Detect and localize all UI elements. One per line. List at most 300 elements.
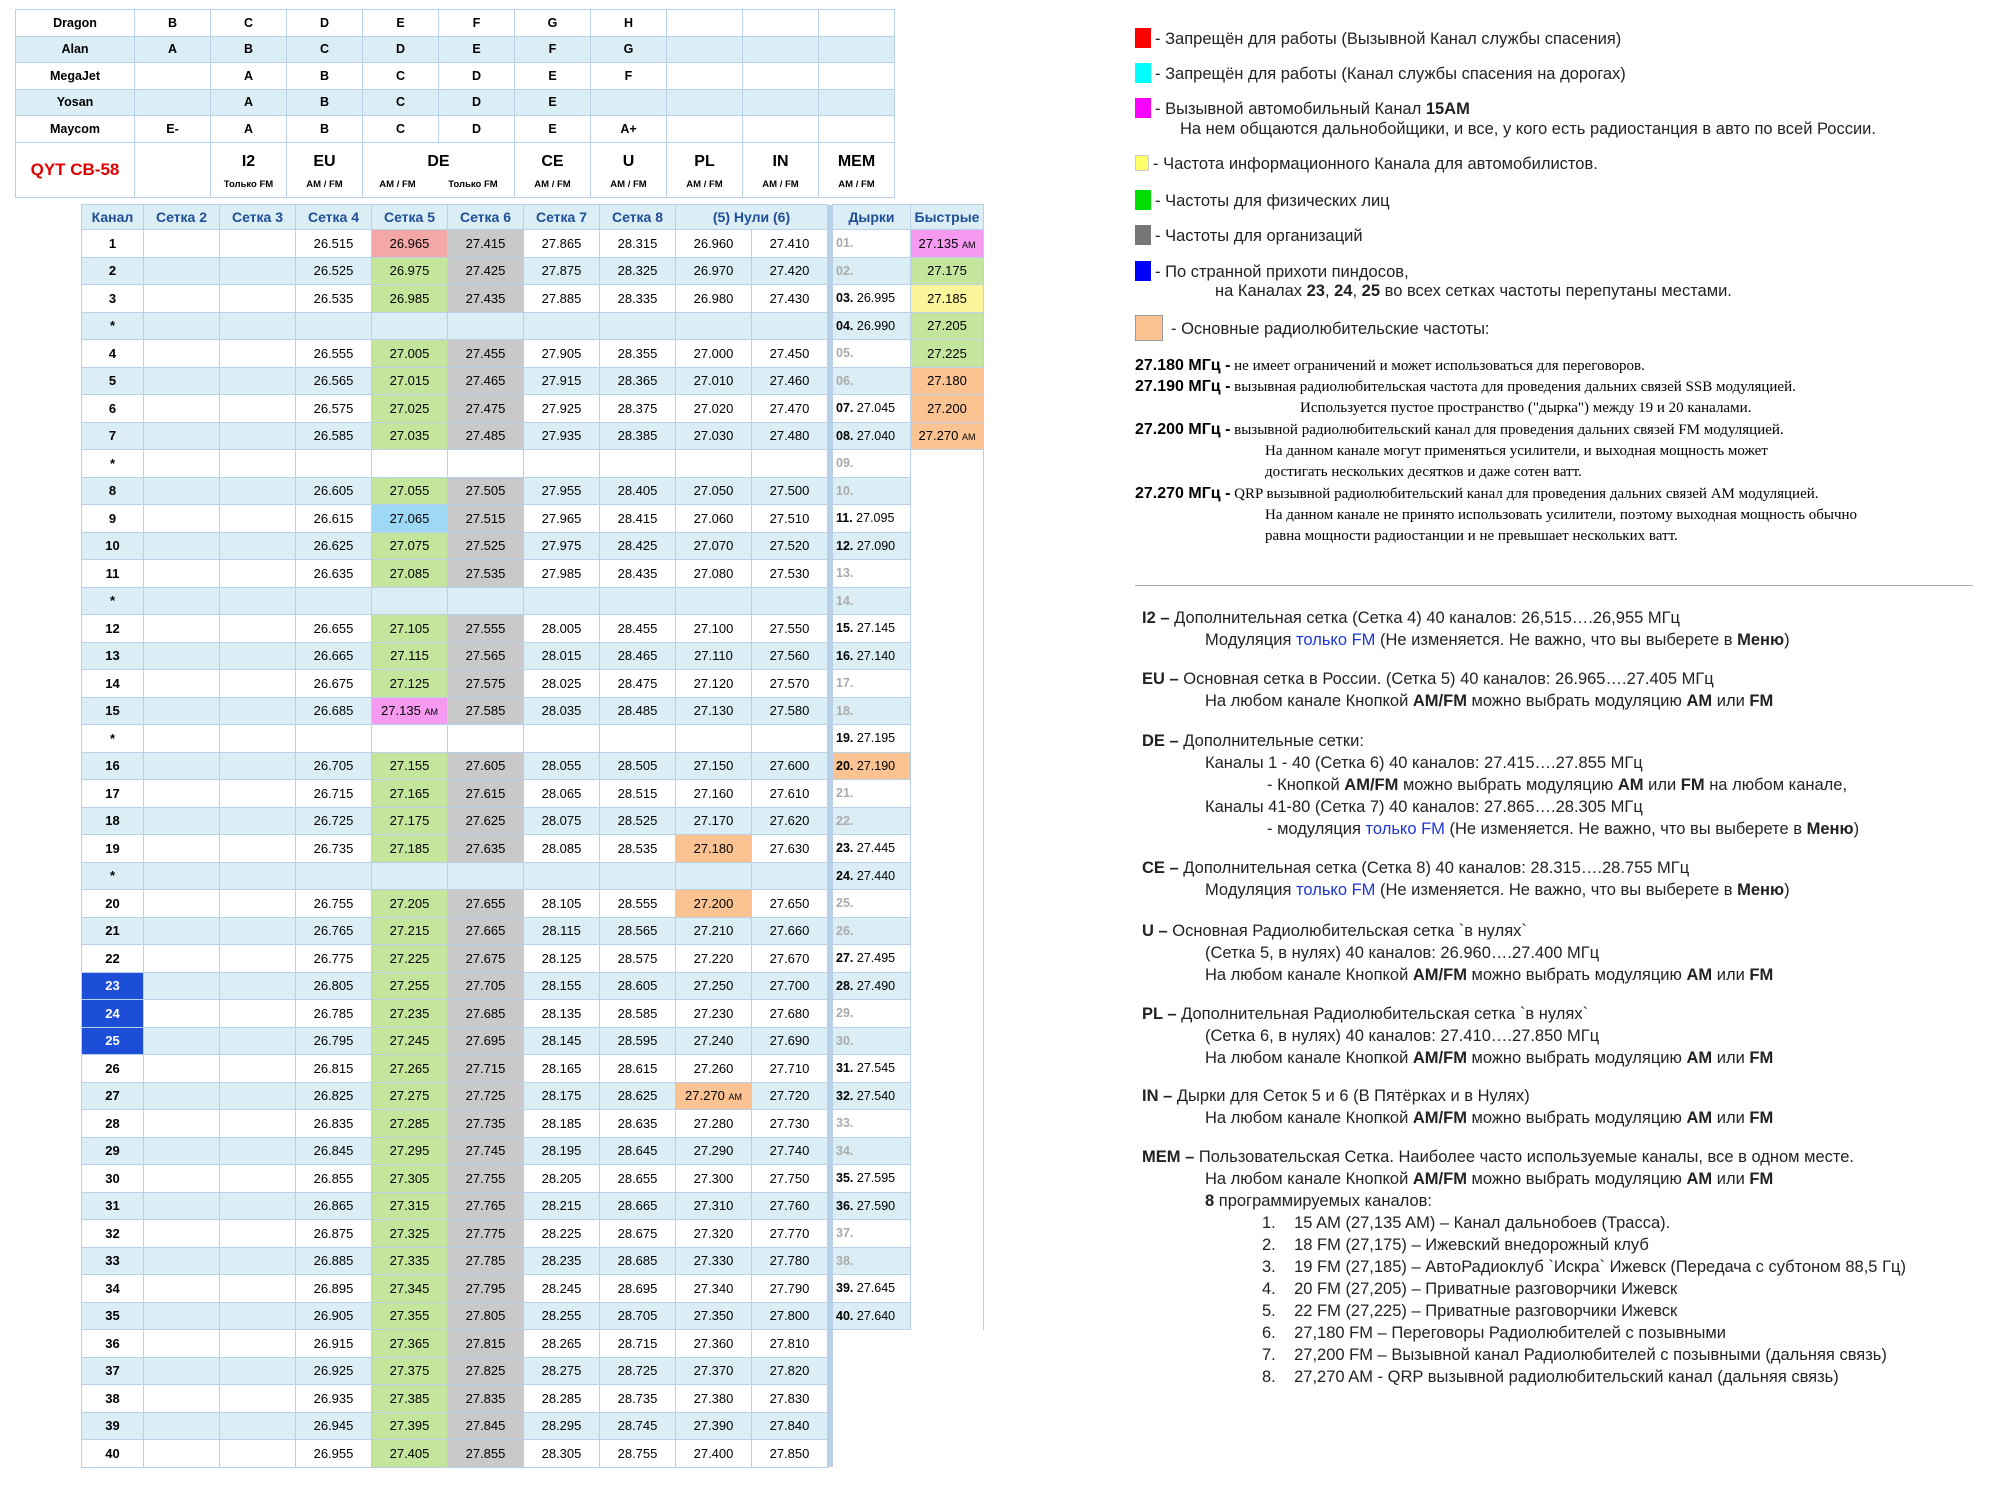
grid3-cell [220,1247,296,1275]
grid2-cell [144,395,220,423]
frequency-value: 27.075 [389,538,430,554]
hole-cell [833,1110,911,1138]
frequency-cell [600,1440,676,1468]
frequency-value: 26.825 [313,1088,354,1104]
frequency-cell [524,862,600,890]
amateur-frequency-key: 27.270 МГц - [1135,485,1231,502]
frequency-value: 28.335 [617,290,658,306]
frequency-cell [676,725,752,753]
frequency-cell [296,1357,372,1385]
frequency-cell [676,1220,752,1248]
frequency-cell [676,1165,752,1193]
frequency-cell [600,917,676,945]
frequency-value: 27.790 [769,1280,810,1296]
frequency-cell [600,1192,676,1220]
mem-program-item: 4. 20 FM (27,205) – Приватные разговорчики Ижевск [1262,1280,1678,1298]
frequency-cell [372,1082,448,1110]
frequency-cell [752,1385,828,1413]
frequency-value: 27.925 [541,400,582,416]
frequency-value: 27.120 [693,675,734,691]
brand-letter [667,116,743,143]
frequency-value: 27.785 [465,1253,506,1269]
frequency-cell [676,780,752,808]
qyt-modulation: AM / FM [610,179,647,190]
memory-cell [911,1082,984,1110]
frequency-cell [524,945,600,973]
brand-letter: E [515,116,591,143]
frequency-value: 28.525 [617,813,658,829]
frequency-cell [448,340,524,368]
grid2-cell [144,505,220,533]
frequency-value: 27.350 [693,1308,734,1324]
hole-frequency: 27.440 [856,868,896,883]
memory-cell [911,477,984,505]
frequency-value: 27.565 [465,648,506,664]
frequency-value: 28.645 [617,1143,658,1159]
hole-frequency: 27.195 [856,731,896,746]
frequency-value: 28.255 [541,1308,582,1324]
frequency-value: 27.210 [693,923,734,939]
grid2-cell [144,312,220,340]
frequency-value: 28.035 [541,703,582,719]
brand-letter: E [515,63,591,90]
hole-cell [833,257,911,285]
cyan-swatch [1135,63,1151,83]
am-suffix: AM [424,707,438,718]
memory-cell [911,890,984,918]
divider [1135,585,1973,586]
memory-frequency: 27.205 [927,318,967,334]
frequency-cell [524,1330,600,1358]
frequency-cell [600,642,676,670]
frequency-cell [524,560,600,588]
frequency-cell [676,560,752,588]
frequency-value: 27.690 [769,1033,810,1049]
frequency-cell [600,1082,676,1110]
net-in: IN – Дырки для Сеток 5 и 6 (В Пятёрках и в Нулях) На любом канале Кнопкой AM/FM можно выбрать модуляцию AM или FM [1142,1087,1774,1127]
frequency-value: 26.535 [313,290,354,306]
frequency-cell [372,257,448,285]
frequency-value: 27.395 [389,1418,430,1434]
frequency-cell [600,587,676,615]
frequency-cell [676,972,752,1000]
frequency-value: 27.825 [465,1363,506,1379]
frequency-value: 28.385 [617,428,658,444]
frequency-cell [752,972,828,1000]
frequency-value: 27.750 [769,1170,810,1186]
frequency-value: 28.575 [617,950,658,966]
frequency-value: 27.600 [769,758,810,774]
frequency-cell [372,395,448,423]
frequency-value: 26.705 [313,758,354,774]
brand-letter: A [211,116,287,143]
frequency-cell [372,1000,448,1028]
frequency-cell [600,945,676,973]
grid2-cell [144,670,220,698]
mem-program-item: 8. 27,270 AM - QRP вызывной радиолюбительский канал (дальняя связь) [1262,1368,1839,1386]
grid3-cell [220,1000,296,1028]
channel-number: 21 [82,917,144,945]
frequency-value: 27.200 [693,895,734,911]
hole-frequency: 27.590 [856,1198,896,1213]
frequency-cell [752,1247,828,1275]
hole-number: 06. [836,373,854,388]
orange-swatch [1135,315,1163,341]
empty-cell [833,1357,911,1385]
frequency-value: 28.285 [541,1390,582,1406]
empty-cell [911,1357,984,1385]
grid3-cell [220,780,296,808]
frequency-cell [372,285,448,313]
channel-number: 30 [82,1165,144,1193]
frequency-cell [448,697,524,725]
brand-letter: H [591,10,667,37]
frequency-value: 28.065 [541,785,582,801]
grid2-cell [144,917,220,945]
frequency-cell [524,1165,600,1193]
grid3-cell [220,1330,296,1358]
channel-number: 12 [82,615,144,643]
frequency-cell [372,532,448,560]
frequency-cell [372,1027,448,1055]
frequency-value: 27.450 [769,345,810,361]
frequency-cell [524,642,600,670]
brand-letter: F [515,36,591,63]
frequency-value: 27.510 [769,510,810,526]
frequency-value: 27.720 [769,1088,810,1104]
frequency-cell [372,1192,448,1220]
frequency-cell [372,670,448,698]
frequency-cell [448,1000,524,1028]
frequency-value: 27.765 [465,1198,506,1214]
frequency-cell [448,1165,524,1193]
frequency-cell [600,1247,676,1275]
frequency-cell [676,1440,752,1468]
frequency-cell [372,560,448,588]
empty-cell [911,1440,984,1468]
frequency-value: 27.295 [389,1143,430,1159]
frequency-cell [524,1357,600,1385]
frequency-cell [524,1247,600,1275]
brand-letter: D [439,63,515,90]
mem-program-item: 3. 19 FM (27,185) – АвтоРадиоклуб `Искра` Ижевск (Передача с субтоном 88,5 Гц) [1262,1258,1906,1276]
hole-number: 40. [836,1308,854,1323]
frequency-value: 28.725 [617,1363,658,1379]
frequency-value: 27.205 [389,895,430,911]
frequency-cell [676,1302,752,1330]
qyt-modulation: AM / FM [379,179,416,190]
grid2-cell [144,1027,220,1055]
frequency-cell [600,1110,676,1138]
grid2-cell [144,422,220,450]
frequency-value: 26.885 [313,1253,354,1269]
hole-cell [833,1165,911,1193]
frequency-value: 26.935 [313,1390,354,1406]
grid3-cell [220,972,296,1000]
frequency-cell [296,615,372,643]
qyt-net-cell [515,142,591,197]
net-i2: I2 – Дополнительная сетка (Сетка 4) 40 каналов: 26,515….26,955 МГц Модуляция только FM (Не изменяется. Не важно, что вы выберете в Меню) [1142,609,1790,649]
grid2-cell [144,1110,220,1138]
frequency-value: 27.070 [693,538,734,554]
frequency-cell [296,807,372,835]
frequency-value: 28.195 [541,1143,582,1159]
frequency-value: 27.100 [693,620,734,636]
frequency-cell [752,1082,828,1110]
frequency-cell [448,450,524,478]
grid2-cell [144,780,220,808]
frequency-value: 28.465 [617,648,658,664]
frequency-cell [524,395,600,423]
frequency-value: 28.055 [541,758,582,774]
frequency-value: 27.225 [389,950,430,966]
brand-letter [819,10,895,37]
channel-number: 15 [82,697,144,725]
frequency-cell [524,1110,600,1138]
mem-program-item: 7. 27,200 FM – Вызывной канал Радиолюбителей с позывными (дальняя связь) [1262,1346,1887,1364]
frequency-value: 27.515 [465,510,506,526]
frequency-cell [524,835,600,863]
qyt-net-name: EU [313,153,336,170]
grid3-cell [220,725,296,753]
brand-letter [819,63,895,90]
brand-letter: B [287,63,363,90]
mem-program-item: 6. 27,180 FM – Переговоры Радиолюбителей с позывными [1262,1324,1726,1342]
frequency-cell [600,780,676,808]
frequency-cell [448,532,524,560]
memory-frequency: 27.270 [918,428,959,444]
frequency-cell [600,890,676,918]
frequency-cell [676,285,752,313]
frequency-value: 27.130 [693,703,734,719]
frequency-value: 27.555 [465,620,506,636]
frequency-cell [296,532,372,560]
frequency-value: 26.855 [313,1170,354,1186]
frequency-value: 27.220 [693,950,734,966]
hole-cell [833,1000,911,1028]
hole-number: 30. [836,1033,854,1048]
frequency-value: 27.820 [769,1363,810,1379]
frequency-cell [296,862,372,890]
brand-letter [667,89,743,116]
frequency-cell [600,1330,676,1358]
frequency-value: 28.755 [617,1445,658,1461]
frequency-value: 27.420 [769,263,810,279]
frequency-value: 27.695 [465,1033,506,1049]
memory-cell [911,367,984,395]
hole-cell [833,230,911,258]
frequency-cell [296,505,372,533]
frequency-value: 27.315 [389,1198,430,1214]
frequency-cell [448,670,524,698]
frequency-cell [296,340,372,368]
hole-number: 13. [836,566,854,581]
frequency-value: 27.575 [465,675,506,691]
amateur-frequency-key: 27.200 МГц - [1135,421,1231,438]
hole-frequency: 27.040 [856,428,896,443]
frequency-cell [296,725,372,753]
frequency-cell [524,340,600,368]
empty-cell [911,1385,984,1413]
hole-cell [833,340,911,368]
frequency-value: 27.300 [693,1170,734,1186]
hole-frequency: 26.990 [856,318,896,333]
channel-number: 25 [82,1027,144,1055]
frequency-cell [448,752,524,780]
frequency-value: 26.805 [313,978,354,994]
qyt-modulation: AM / FM [838,179,875,190]
net-pl: PL – Дополнительная Радиолюбительская сетка `в нулях` (Сетка 6, в нулях) 40 каналов: 27.410….27.850 МГц На любом канале Кнопкой AM/FM можно выбрать модуляцию AM или FM [1142,1005,1774,1067]
col-header: Сетка 8 [600,205,676,230]
frequency-cell [448,1055,524,1083]
frequency-value: 27.815 [465,1335,506,1351]
empty-cell [833,1440,911,1468]
hole-number: 04. [836,318,854,333]
frequency-cell [524,1027,600,1055]
frequency-value: 28.505 [617,758,658,774]
frequency-cell [676,615,752,643]
memory-cell [911,1165,984,1193]
channel-number: 17 [82,780,144,808]
frequency-cell [676,1247,752,1275]
frequency-value: 27.665 [465,923,506,939]
frequency-value: 27.855 [465,1445,506,1461]
frequency-value: 27.320 [693,1225,734,1241]
grid3-cell [220,1220,296,1248]
grid2-cell [144,1247,220,1275]
grid3-cell [220,367,296,395]
grid2-cell [144,725,220,753]
grid2-cell [144,367,220,395]
frequency-cell [752,367,828,395]
frequency-value: 27.805 [465,1308,506,1324]
frequency-cell [448,1137,524,1165]
frequency-value: 28.355 [617,345,658,361]
frequency-cell [372,972,448,1000]
frequency-value: 27.470 [769,400,810,416]
grid3-cell [220,230,296,258]
frequency-cell [372,1385,448,1413]
hole-number: 23. [836,841,854,856]
qyt-net-cell [743,142,819,197]
amateur-frequency-desc: На данном канале могут применяться усилители, и выходная мощность может [1265,443,1768,459]
brand-letter [819,36,895,63]
frequency-value: 26.775 [313,950,354,966]
frequency-cell [600,395,676,423]
frequency-cell [372,340,448,368]
frequency-cell [600,1220,676,1248]
frequency-value: 27.385 [389,1390,430,1406]
frequency-value: 27.290 [693,1143,734,1159]
frequency-value: 28.655 [617,1170,658,1186]
grid3-cell [220,1412,296,1440]
frequency-cell [448,642,524,670]
memory-cell [911,725,984,753]
frequency-value: 27.865 [541,235,582,251]
frequency-value: 27.850 [769,1445,810,1461]
frequency-cell [752,257,828,285]
frequency-cell [296,697,372,725]
frequency-cell [296,752,372,780]
channel-number: 27 [82,1082,144,1110]
frequency-value: 26.960 [693,235,734,251]
frequency-value: 27.050 [693,483,734,499]
frequency-value: 27.365 [389,1335,430,1351]
frequency-cell [752,752,828,780]
frequency-cell [752,1440,828,1468]
grid2-cell [144,862,220,890]
frequency-cell [448,257,524,285]
frequency-cell [676,1192,752,1220]
frequency-cell [752,450,828,478]
frequency-cell [372,1357,448,1385]
memory-frequency: 27.180 [927,373,967,389]
frequency-value: 27.775 [465,1225,506,1241]
col-header: Сетка 5 [372,205,448,230]
channel-number: * [82,450,144,478]
grid2-cell [144,1302,220,1330]
brand-letter: B [211,36,287,63]
frequency-cell [372,450,448,478]
grid3-cell [220,340,296,368]
hole-number: 33. [836,1116,854,1131]
frequency-cell [372,587,448,615]
frequency-cell [600,752,676,780]
frequency-value: 28.595 [617,1033,658,1049]
frequency-value: 26.685 [313,703,354,719]
frequency-value: 28.105 [541,895,582,911]
grid2-cell [144,532,220,560]
frequency-value: 27.275 [389,1088,430,1104]
qyt-modulation: AM / FM [762,179,799,190]
grid2-cell [144,1055,220,1083]
frequency-cell [524,477,600,505]
frequency-value: 27.835 [465,1390,506,1406]
grid3-cell [220,1110,296,1138]
frequency-value: 28.175 [541,1088,582,1104]
memory-cell [911,450,984,478]
frequency-value: 27.505 [465,483,506,499]
frequency-value: 26.945 [313,1418,354,1434]
frequency-value: 27.405 [389,1445,430,1461]
memory-cell [911,1055,984,1083]
hole-number: 08. [836,428,854,443]
frequency-cell [448,1110,524,1138]
channel-number: 1 [82,230,144,258]
amateur-frequency-desc: QRP вызывной радиолюбительский канал для проведения дальних связей AM модуляцией. [1234,486,1819,502]
hole-number: 10. [836,483,854,498]
memory-frequency: 27.175 [927,263,967,279]
frequency-cell [524,972,600,1000]
frequency-value: 28.455 [617,620,658,636]
frequency-value: 27.780 [769,1253,810,1269]
frequency-value: 26.715 [313,785,354,801]
frequency-value: 28.135 [541,1005,582,1021]
frequency-cell [676,697,752,725]
frequency-cell [752,1220,828,1248]
frequency-cell [676,670,752,698]
brand-letter: C [363,89,439,116]
hole-number: 27. [836,951,854,966]
frequency-cell [448,1385,524,1413]
frequency-value: 27.215 [389,923,430,939]
frequency-cell [600,835,676,863]
frequency-cell [524,532,600,560]
frequency-value: 27.380 [693,1390,734,1406]
frequency-value: 27.655 [465,895,506,911]
amateur-frequency-desc: вызывной радиолюбительский канал для проведения дальних связей FM модуляцией. [1234,422,1784,438]
brand-letter: E [439,36,515,63]
